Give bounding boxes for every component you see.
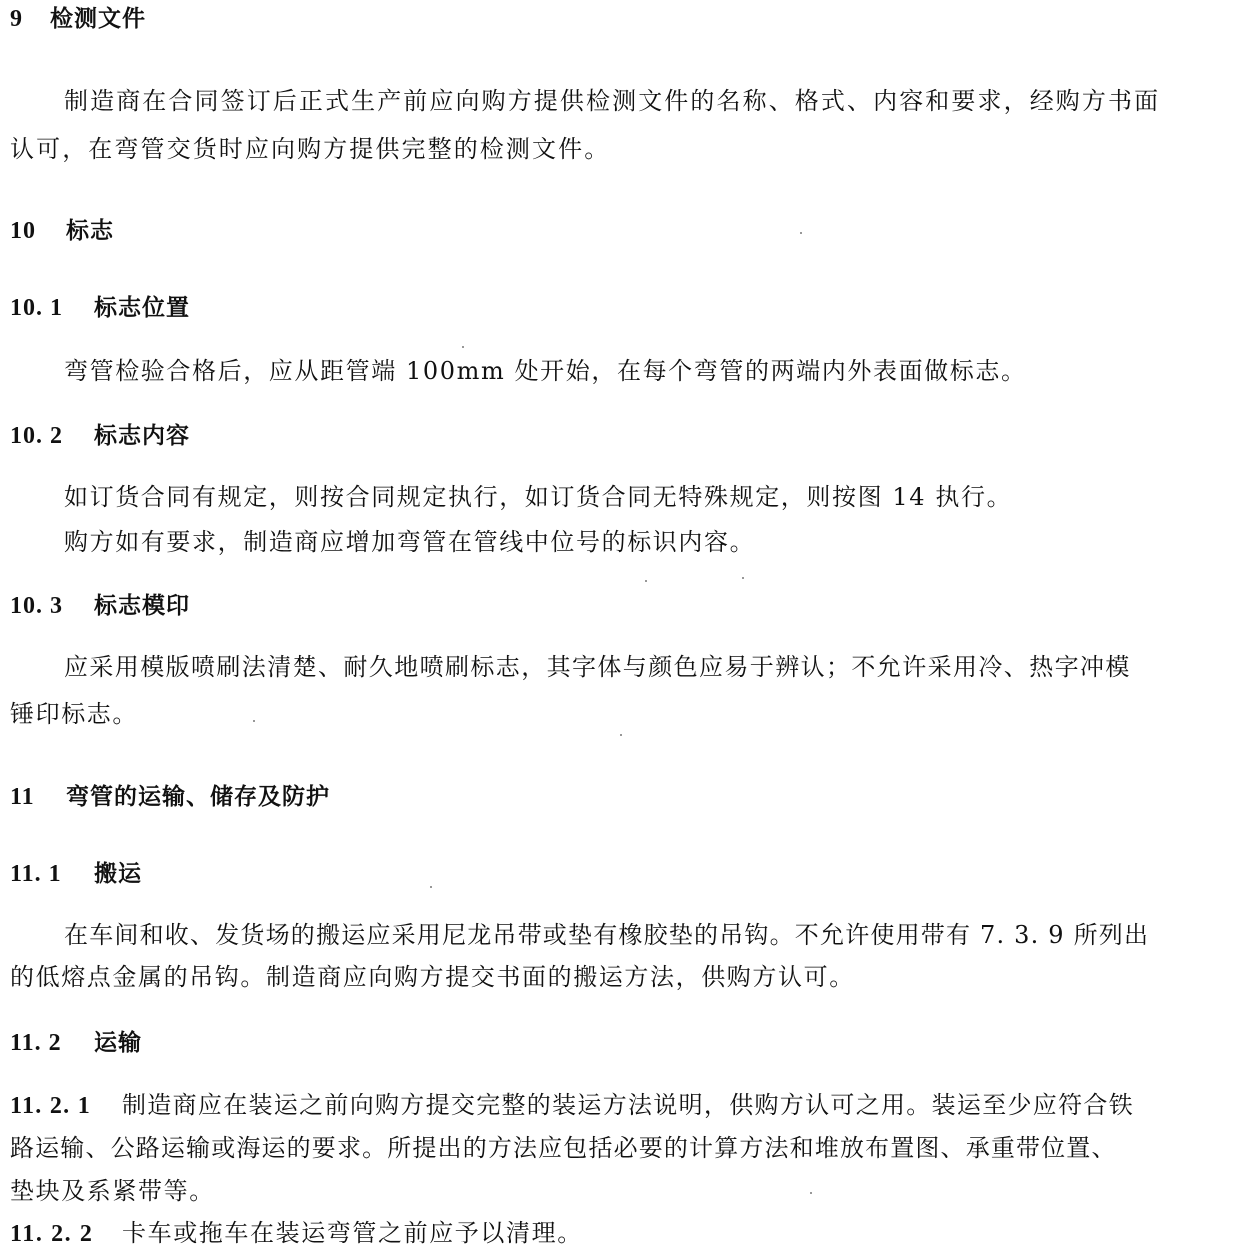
section-11-2-1-line-3: 垫块及系紧带等。 [10,1177,215,1205]
section-10-heading: 10 标志 [10,218,114,244]
scan-speck [800,232,802,234]
section-11-heading: 11 弯管的运输、储存及防护 [10,784,330,810]
section-11-1-paragraph-line-2: 的低熔点金属的吊钩。制造商应向购方提交书面的搬运方法，供购方认可。 [10,963,855,991]
scan-speck [430,886,432,888]
scan-speck [253,720,255,722]
section-11-2-2-line: 11. 2. 2 卡车或拖车在装运弯管之前应予以清理。 [10,1219,583,1247]
section-11-2-1-line-2: 路运输、公路运输或海运的要求。所提出的方法应包括必要的计算方法和堆放布置图、承重带位置、 [10,1134,1117,1162]
section-10-3-heading: 10. 3 标志模印 [10,593,190,619]
scan-speck [620,734,622,736]
section-11-2-heading: 11. 2 运输 [10,1030,142,1056]
section-9-paragraph-line-1: 制造商在合同签订后正式生产前应向购方提供检测文件的名称、格式、内容和要求，经购方书面 [64,87,1161,115]
section-10-2-heading: 10. 2 标志内容 [10,423,190,449]
section-9-paragraph-line-2: 认可，在弯管交货时应向购方提供完整的检测文件。 [10,135,611,163]
section-11-1-paragraph-line-1: 在车间和收、发货场的搬运应采用尼龙吊带或垫有橡胶垫的吊钩。不允许使用带有 7. 3. 9 所列出 [64,921,1150,949]
section-10-2-paragraph-line-2: 购方如有要求，制造商应增加弯管在管线中位号的标识内容。 [64,528,756,556]
section-10-1-heading: 10. 1 标志位置 [10,295,190,321]
section-10-3-paragraph-line-1: 应采用模版喷刷法清楚、耐久地喷刷标志，其字体与颜色应易于辨认；不允许采用冷、热字冲模 [64,653,1131,681]
scan-speck [645,580,647,582]
scan-speck [742,577,744,579]
section-11-1-heading: 11. 1 搬运 [10,861,142,887]
scan-speck [810,1192,812,1194]
section-10-2-paragraph-line-1: 如订货合同有规定，则按合同规定执行，如订货合同无特殊规定，则按图 14 执行。 [64,483,1013,511]
section-11-2-1-line-1: 11. 2. 1 制造商应在装运之前向购方提交完整的装运方法说明，供购方认可之用。装运至少应符合铁 [10,1091,1134,1119]
section-10-1-paragraph: 弯管检验合格后，应从距管端 100mm 处开始，在每个弯管的两端内外表面做标志。 [64,357,1027,385]
scan-speck [462,346,464,348]
section-9-heading: 9 检测文件 [10,6,146,32]
section-10-3-paragraph-line-2: 锤印标志。 [10,700,138,728]
